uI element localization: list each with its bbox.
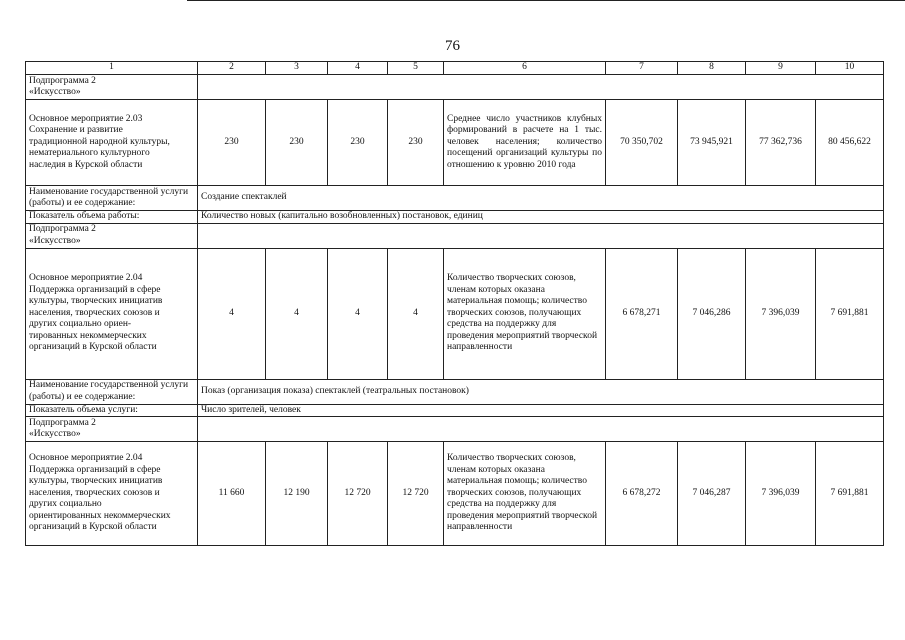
funding-cell: 7 046,287 bbox=[678, 442, 746, 546]
subprogram-title: Подпрограмма 2 «Искусство» bbox=[26, 223, 198, 248]
value-cell: 230 bbox=[388, 100, 444, 186]
value-cell: 4 bbox=[198, 248, 266, 379]
indicator-description: Количество творческих союзов, членам которых оказана материальная помощь; количество творческих союзов, получающих средства на поддержку для проведения мероприятий творческой направленности bbox=[444, 442, 606, 546]
top-rule bbox=[187, 0, 905, 1]
volume-row bbox=[26, 404, 884, 417]
col-header: 2 bbox=[198, 62, 266, 75]
value-cell: 4 bbox=[328, 248, 388, 379]
value-cell: 12 720 bbox=[328, 442, 388, 546]
col-header: 3 bbox=[266, 62, 328, 75]
service-value: Создание спектаклей bbox=[198, 186, 884, 211]
funding-cell: 77 362,736 bbox=[746, 100, 816, 186]
funding-cell: 7 396,039 bbox=[746, 248, 816, 379]
event-name: Основное мероприятие 2.04 Поддержка организаций в сфере культуры, творческих инициатив населения, творческих союзов и других социально ориен- тированных некоммерческих организаций в Курской области bbox=[26, 248, 198, 379]
event-name: Основное мероприятие 2.04 Поддержка организаций в сфере культуры, творческих инициатив населения, творческих союзов и других социально ориентированных некоммерческих организаций в Курской области bbox=[26, 442, 198, 546]
funding-cell: 7 691,881 bbox=[816, 442, 884, 546]
service-value: Показ (организация показа) спектаклей (театральных постановок) bbox=[198, 379, 884, 404]
subprogram-title: Подпрограмма 2 «Искусство» bbox=[26, 417, 198, 442]
col-header: 9 bbox=[746, 62, 816, 75]
col-header: 6 bbox=[444, 62, 606, 75]
funding-cell: 7 396,039 bbox=[746, 442, 816, 546]
volume-value: Число зрителей, человек bbox=[198, 404, 884, 417]
value-cell: 230 bbox=[198, 100, 266, 186]
value-cell: 11 660 bbox=[198, 442, 266, 546]
event-row bbox=[26, 442, 884, 546]
subprogram-title: Подпрограмма 2 «Искусство» bbox=[26, 75, 198, 100]
funding-cell: 6 678,272 bbox=[606, 442, 678, 546]
event-row bbox=[26, 100, 884, 186]
col-header: 10 bbox=[816, 62, 884, 75]
budget-table bbox=[25, 61, 884, 546]
volume-label: Показатель объема услуги: bbox=[26, 404, 198, 417]
service-row bbox=[26, 186, 884, 211]
value-cell: 230 bbox=[266, 100, 328, 186]
value-cell: 4 bbox=[388, 248, 444, 379]
funding-cell: 6 678,271 bbox=[606, 248, 678, 379]
value-cell: 12 720 bbox=[388, 442, 444, 546]
value-cell: 4 bbox=[266, 248, 328, 379]
subprogram-row bbox=[26, 223, 884, 248]
value-cell: 230 bbox=[328, 100, 388, 186]
volume-label: Показатель объема работы: bbox=[26, 211, 198, 224]
col-header: 4 bbox=[328, 62, 388, 75]
indicator-description: Количество творческих союзов, членам которых оказана материальная помощь; количество творческих союзов, получающих средства на поддержку для проведения мероприятий творческой направленности bbox=[444, 248, 606, 379]
col-header: 7 bbox=[606, 62, 678, 75]
funding-cell: 73 945,921 bbox=[678, 100, 746, 186]
col-header: 1 bbox=[26, 62, 198, 75]
service-label: Наименование государственной услуги (работы) и ее содержание: bbox=[26, 379, 198, 404]
event-row bbox=[26, 248, 884, 379]
indicator-description: Среднее число участников клубных формирований в расчете на 1 тыс. человек населения; количество посещений организаций культуры по отношению к уровню 2010 года bbox=[444, 100, 606, 186]
funding-cell: 80 456,622 bbox=[816, 100, 884, 186]
funding-cell: 70 350,702 bbox=[606, 100, 678, 186]
header-row bbox=[26, 62, 884, 75]
volume-value: Количество новых (капитально возобновленных) постановок, единиц bbox=[198, 211, 884, 224]
page-number: 76 bbox=[445, 38, 460, 54]
subprogram-row bbox=[26, 417, 884, 442]
col-header: 5 bbox=[388, 62, 444, 75]
subprogram-row bbox=[26, 75, 884, 100]
service-label: Наименование государственной услуги (работы) и ее содержание: bbox=[26, 186, 198, 211]
col-header: 8 bbox=[678, 62, 746, 75]
funding-cell: 7 691,881 bbox=[816, 248, 884, 379]
service-row bbox=[26, 379, 884, 404]
value-cell: 12 190 bbox=[266, 442, 328, 546]
event-name: Основное мероприятие 2.03 Сохранение и развитие традиционной народной культуры, нематериального культурного наследия в Курской области bbox=[26, 100, 198, 186]
volume-row bbox=[26, 211, 884, 224]
funding-cell: 7 046,286 bbox=[678, 248, 746, 379]
